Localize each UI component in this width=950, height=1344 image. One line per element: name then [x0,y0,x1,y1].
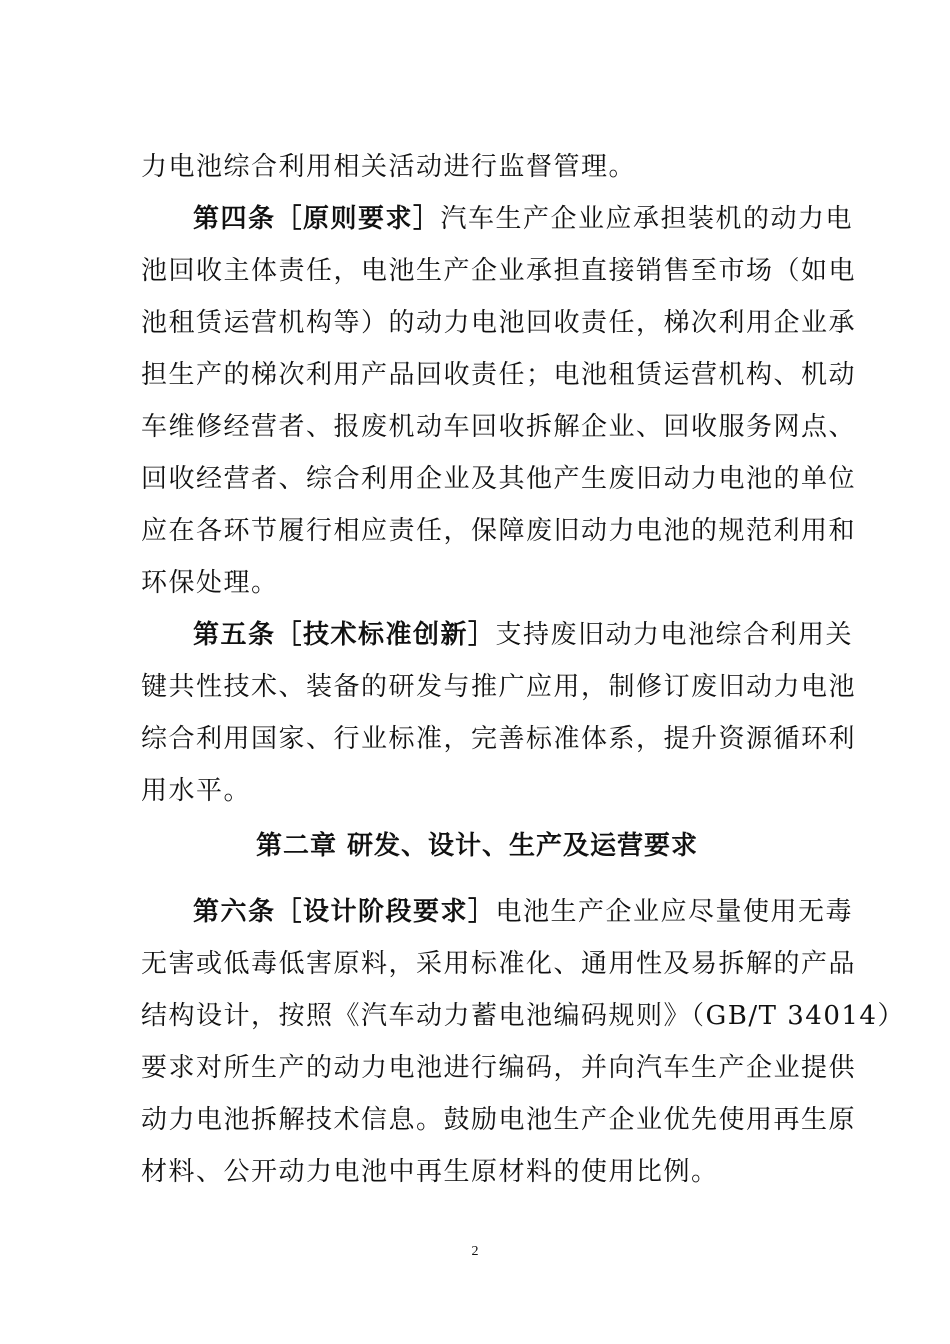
article4-line: 环保处理。 [141,568,279,598]
article6-line: 材料、公开动力电池中再生原材料的使用比例。 [141,1157,719,1187]
article6-line: 要求对所生产的动力电池进行编码，并向汽车生产企业提供 [141,1053,857,1083]
chapter-heading: 第二章 研发、设计、生产及运营要求 [255,831,699,861]
article4-line: 应在各环节履行相应责任，保障废旧动力电池的规范利用和 [141,516,857,546]
article4-first-line-rest: 汽车生产企业应承担装机的动力电 [440,204,854,234]
intro-line: 力电池综合利用相关活动进行监督管理。 [141,152,637,182]
article6-line: 动力电池拆解技术信息。鼓励电池生产企业优先使用再生原 [141,1105,857,1135]
page-number: 2 [471,1244,479,1259]
article4-line: 池回收主体责任，电池生产企业承担直接销售至市场（如电 [141,256,857,286]
body-text-lower [141,886,905,1198]
article6-line: 结构设计，按照《汽车动力蓄电池编码规则》（GB/T 34014） [141,1001,905,1031]
article5-tag: ［技术标准创新］ [275,620,496,650]
article4-line: 池租赁运营机构等）的动力电池回收责任，梯次利用企业承 [141,308,857,338]
article6-first-line [141,886,854,938]
article4-tag: ［原则要求］ [275,204,441,234]
article5-first-line [141,609,854,661]
body-text-upper [141,141,857,817]
article4-line: 车维修经营者、报废机动车回收拆解企业、回收服务网点、 [141,412,857,442]
article5-line: 综合利用国家、行业标准，完善标准体系，提升资源循环利 [141,724,857,754]
article6-label: 第六条 [193,897,276,927]
article4-line: 担生产的梯次利用产品回收责任；电池租赁运营机构、机动 [141,360,857,390]
article5-line: 用水平。 [141,776,252,806]
article5-line: 键共性技术、装备的研发与推广应用，制修订废旧动力电池 [141,672,857,702]
article6-tag: ［设计阶段要求］ [275,897,496,927]
article6-line: 无害或低毒低害原料，采用标准化、通用性及易拆解的产品 [141,949,857,979]
article5-label: 第五条 [193,620,276,650]
article6-first-line-rest: 电池生产企业应尽量使用无毒 [495,897,854,927]
article4-label: 第四条 [193,204,276,234]
article4-first-line [141,193,854,245]
article4-line: 回收经营者、综合利用企业及其他产生废旧动力电池的单位 [141,464,857,494]
article5-first-line-rest: 支持废旧动力电池综合利用关 [495,620,854,650]
